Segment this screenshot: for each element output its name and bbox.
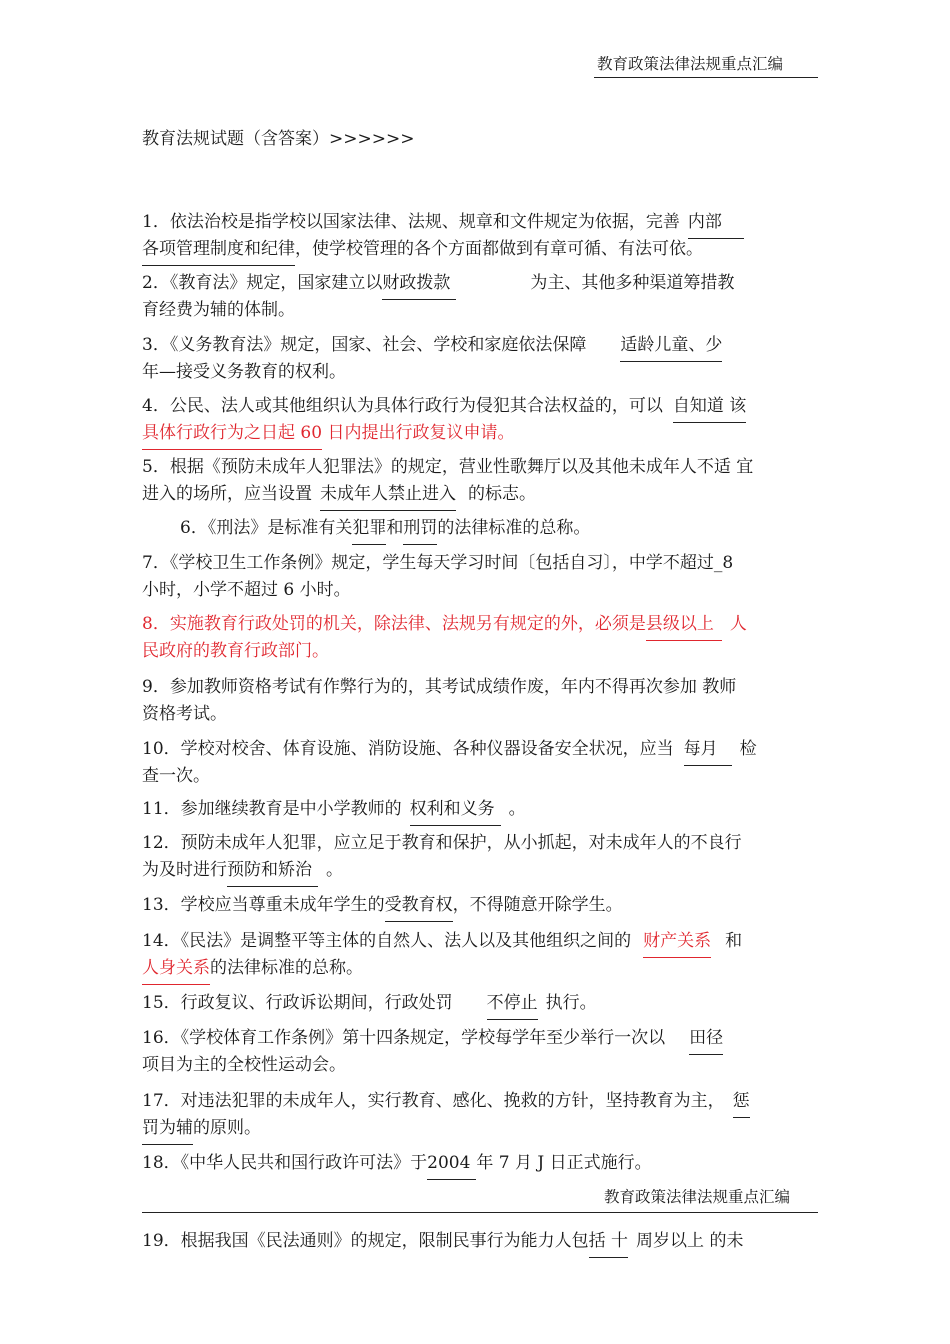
answer-blank: 权利和义务 <box>410 796 501 823</box>
answer-blank: 惩 <box>733 1088 750 1115</box>
answer-blank: 自知道 该 <box>673 393 746 420</box>
answer-blank: 预防和矫治 <box>227 857 318 884</box>
question-4: 4．公民、法人或其他组织认为具体行政行为侵犯其合法权益的，可以 自知道 该 具体行政行为之日起 60 日内提出行政复议申请。 <box>142 393 818 447</box>
running-header: 教育政策法律法规重点汇编 <box>604 1188 791 1206</box>
running-header: 教育政策法律法规重点汇编 <box>597 55 784 73</box>
answer-blank: 人身关系 <box>142 955 210 982</box>
question-8: 8．实施教育行政处罚的机关，除法律、法规另有规定的外，必须是县级以上 人 民政府的教育行政部门。 <box>142 611 818 665</box>
question-17: 17．对违法犯罪的未成年人，实行教育、感化、挽救的方针，坚持教育为主， 惩 罚为辅的原则。 <box>142 1088 818 1142</box>
document-title: 教育法规试题（含答案）>>>>>> <box>142 129 415 149</box>
answer-blank: 罚为辅 <box>142 1115 193 1142</box>
answer-blank: 不停止 <box>487 990 538 1017</box>
question-16: 16．《学校体育工作条例》第十四条规定，学校每学年至少举行一次以 田径 项目为主的全校性运动会。 <box>142 1025 818 1079</box>
question-12: 12．预防未成年人犯罪，应立足于教育和保护，从小抓起，对未成年人的不良行 为及时进行预防和矫治 。 <box>142 830 818 884</box>
answer-blank: 刑罚 <box>403 515 437 542</box>
question-3: 3．《义务教育法》规定，国家、社会、学校和家庭依法保障 适龄儿童、少 年—接受义务教育的权利。 <box>142 332 818 386</box>
question-7: 7．《学校卫生工作条例》规定，学生每天学习时间〔包括自习〕，中学不超过_8 小时，小学不超过 6 小时。 <box>142 553 734 600</box>
question-6: 6．《刑法》是标准有关犯罪和刑罚的法律标准的总称。 <box>180 515 856 542</box>
question-9: 9．参加教师资格考试有作弊行为的，其考试成绩作废，年内不得再次参加 教师 资格考试。 <box>142 677 737 724</box>
header-rule <box>594 77 818 78</box>
answer-blank: 每月 <box>684 736 732 763</box>
answer-blank: 受教育权 <box>385 892 453 919</box>
answer-blank: 括 十 <box>589 1228 628 1255</box>
question-11: 11．参加继续教育是中小学教师的 权利和义务 。 <box>142 796 818 823</box>
question-15: 15．行政复议、行政诉讼期间，行政处罚 不停止 执行。 <box>142 990 818 1017</box>
question-5: 5．根据《预防未成年人犯罪法》的规定，营业性歌舞厅以及其他未成年人不适 宜 进入的场所，应当设置 未成年人禁止进入 的标志。 <box>142 454 818 508</box>
question-10: 10．学校对校舍、体育设施、消防设施、各种仪器设备安全状况，应当 每月 检 查一次。 <box>142 736 818 790</box>
answer-blank: 2004 <box>427 1150 476 1177</box>
question-14: 14．《民法》是调整平等主体的自然人、法人以及其他组织之间的 财产关系 和 人身关系的法律标准的总称。 <box>142 928 818 982</box>
question-19: 19．根据我国《民法通则》的规定，限制民事行为能力人包括 十 周岁以上 的未 <box>142 1228 818 1255</box>
answer-blank: 各项管理制度和纪律 <box>142 236 295 263</box>
answer-blank: 具体行政行为之日起 60 <box>142 420 322 447</box>
answer-blank: 田径 <box>689 1025 723 1052</box>
question-2: 2．《教育法》规定，国家建立以财政拨款 为主、其他多种渠道筹措教 育经费为辅的体制。 <box>142 270 818 324</box>
answer-blank: 未成年人禁止进入 <box>320 481 456 508</box>
answer-blank: 财产关系 <box>643 928 711 955</box>
question-1: 1．依法治校是指学校以国家法律、法规、规章和文件规定为依据，完善 内部 各项管理制度和纪律，使学校管理的各个方面都做到有章可循、有法可依。 <box>142 209 818 263</box>
answer-blank: 适龄儿童、少 <box>620 332 722 359</box>
answer-blank: 财政拨款 <box>382 270 456 297</box>
answer-blank: 犯罪 <box>352 515 386 542</box>
question-18: 18．《中华人民共和国行政许可法》于2004 年 7 月 J 日正式施行。 <box>142 1150 818 1177</box>
page-break-rule <box>142 1212 818 1213</box>
question-13: 13．学校应当尊重未成年学生的受教育权，不得随意开除学生。 <box>142 892 818 919</box>
answer-blank: 内部 <box>688 209 744 236</box>
answer-blank: 县级以上 <box>646 611 722 638</box>
